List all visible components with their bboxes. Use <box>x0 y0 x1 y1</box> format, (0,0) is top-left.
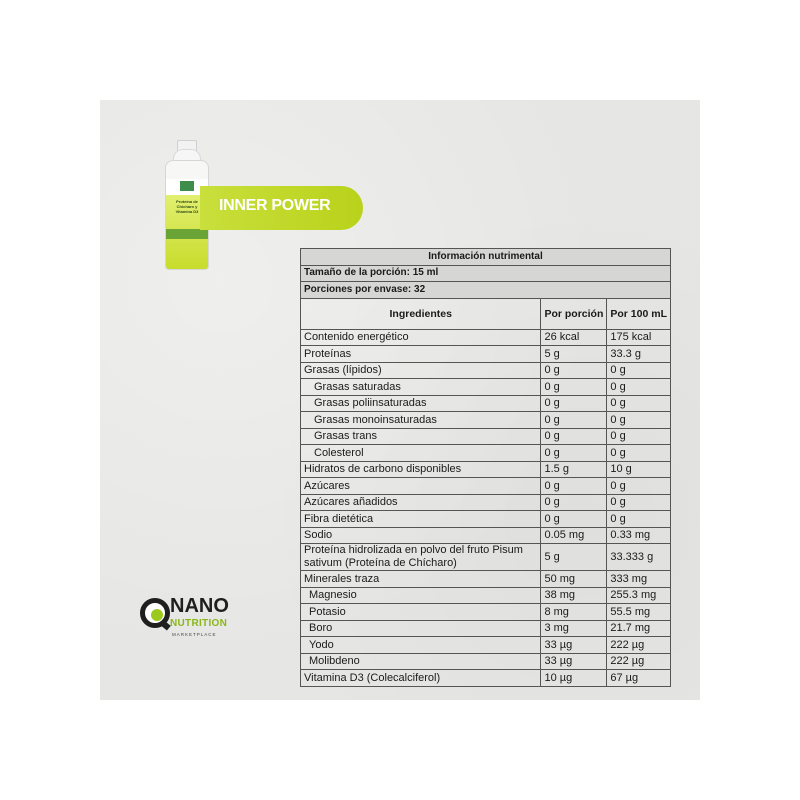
table-row <box>301 478 671 495</box>
header-per-100: Por 100 mL <box>607 298 671 329</box>
row-name: Grasas trans <box>301 428 541 445</box>
row-per-portion: 0.05 mg <box>541 527 607 544</box>
row-per-100: 0 g <box>607 445 671 462</box>
table-row <box>301 428 671 445</box>
row-per-100: 0 g <box>607 395 671 412</box>
nutrition-table <box>300 248 671 687</box>
row-per-100: 0 g <box>607 478 671 495</box>
row-per-portion: 0 g <box>541 511 607 528</box>
servings-per-container: Porciones por envase: 32 <box>301 282 671 299</box>
row-name: Vitamina D3 (Colecalciferol) <box>301 670 541 687</box>
row-per-portion: 26 kcal <box>541 329 607 346</box>
row-name: Boro <box>301 620 541 637</box>
brand-tag: MARKETPLACE <box>172 632 217 637</box>
table-row <box>301 362 671 379</box>
row-per-100: 33.333 g <box>607 544 671 571</box>
row-per-portion: 0 g <box>541 395 607 412</box>
row-name: Grasas monoinsaturadas <box>301 412 541 429</box>
table-row <box>301 620 671 637</box>
table-row <box>301 412 671 429</box>
header-per-portion: Por porción <box>541 298 607 329</box>
row-per-100: 175 kcal <box>607 329 671 346</box>
row-per-100: 0 g <box>607 511 671 528</box>
row-per-100: 0 g <box>607 379 671 396</box>
row-per-portion: 0 g <box>541 428 607 445</box>
row-per-100: 67 µg <box>607 670 671 687</box>
row-name: Hidratos de carbono disponibles <box>301 461 541 478</box>
serving-size: Tamaño de la porción: 15 ml <box>301 265 671 282</box>
row-per-100: 0.33 mg <box>607 527 671 544</box>
row-per-portion: 10 µg <box>541 670 607 687</box>
header-ingredients: Ingredientes <box>301 298 541 329</box>
row-name: Magnesio <box>301 587 541 604</box>
brand-name: NANO <box>170 595 229 617</box>
table-row <box>301 604 671 621</box>
row-per-portion: 5 g <box>541 346 607 363</box>
row-name: Grasas saturadas <box>301 379 541 396</box>
row-per-100: 0 g <box>607 362 671 379</box>
row-name: Proteína hidrolizada en polvo del fruto Pisum sativum (Proteína de Chícharo) <box>301 544 541 571</box>
row-per-100: 333 mg <box>607 571 671 588</box>
row-per-portion: 33 µg <box>541 653 607 670</box>
row-per-100: 222 µg <box>607 637 671 654</box>
row-name: Azúcares añadidos <box>301 494 541 511</box>
table-row <box>301 571 671 588</box>
row-per-100: 222 µg <box>607 653 671 670</box>
table-row <box>301 445 671 462</box>
row-name: Azúcares <box>301 478 541 495</box>
row-per-portion: 0 g <box>541 494 607 511</box>
row-per-100: 0 g <box>607 494 671 511</box>
row-per-portion: 0 g <box>541 379 607 396</box>
leaf-icon <box>151 609 163 621</box>
table-row <box>301 395 671 412</box>
table-row <box>301 379 671 396</box>
table-row <box>301 544 671 571</box>
row-per-portion: 0 g <box>541 478 607 495</box>
row-per-100: 21.7 mg <box>607 620 671 637</box>
row-name: Fibra dietética <box>301 511 541 528</box>
nano-nutrition-logo <box>140 595 240 648</box>
row-name: Colesterol <box>301 445 541 462</box>
row-per-100: 0 g <box>607 428 671 445</box>
table-row <box>301 637 671 654</box>
row-name: Molibdeno <box>301 653 541 670</box>
row-name: Proteínas <box>301 346 541 363</box>
row-per-portion: 3 mg <box>541 620 607 637</box>
row-name: Contenido energético <box>301 329 541 346</box>
row-per-100: 33.3 g <box>607 346 671 363</box>
table-row <box>301 461 671 478</box>
table-row <box>301 511 671 528</box>
row-per-100: 255.3 mg <box>607 587 671 604</box>
row-per-100: 10 g <box>607 461 671 478</box>
table-row <box>301 587 671 604</box>
table-row <box>301 329 671 346</box>
table-row <box>301 527 671 544</box>
row-per-100: 0 g <box>607 412 671 429</box>
row-name: Minerales traza <box>301 571 541 588</box>
row-per-portion: 0 g <box>541 362 607 379</box>
row-per-portion: 0 g <box>541 412 607 429</box>
row-per-portion: 0 g <box>541 445 607 462</box>
row-per-portion: 33 µg <box>541 637 607 654</box>
row-per-portion: 1.5 g <box>541 461 607 478</box>
row-name: Grasas poliinsaturadas <box>301 395 541 412</box>
row-name: Sodio <box>301 527 541 544</box>
table-row <box>301 670 671 687</box>
bottle-label-text: Proteína de Chícharo y Vitamina D3 <box>175 199 199 214</box>
row-per-portion: 50 mg <box>541 571 607 588</box>
row-per-100: 55.5 mg <box>607 604 671 621</box>
bottle-logo <box>180 181 194 191</box>
table-row <box>301 653 671 670</box>
banner-title: INNER POWER <box>219 197 331 214</box>
brand-sub: NUTRITION <box>170 618 228 629</box>
table-title: Información nutrimental <box>301 249 671 266</box>
row-name: Potasio <box>301 604 541 621</box>
row-name: Grasas (lípidos) <box>301 362 541 379</box>
table-row <box>301 494 671 511</box>
row-per-portion: 38 mg <box>541 587 607 604</box>
table-row <box>301 346 671 363</box>
row-name: Yodo <box>301 637 541 654</box>
row-per-portion: 5 g <box>541 544 607 571</box>
row-per-portion: 8 mg <box>541 604 607 621</box>
